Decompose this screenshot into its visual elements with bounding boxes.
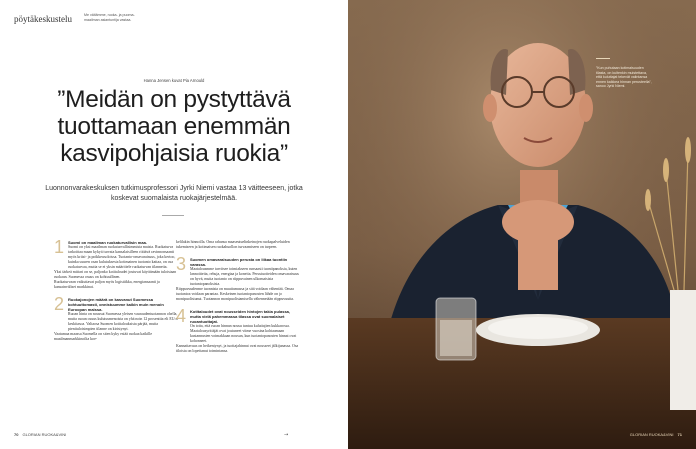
answer-text: Suomi on yksi maailman ruokaturvallisimmista maista. Ruokaturva tarkoittaa maan kykyä turvata kansalaisilleen riittävä ravinnonsaanti myös kriisi- ja poikkeusoloissa. Tuotanto-omavaraisuus, joka kertoo, kuinka suuren osan kulutuksesta kotimainen tuotanto kattaa, on osa ruokaturvaa, mutta se ei yksin määrittele ruokaturvan tilannetta. — [68, 245, 176, 269]
divider — [162, 215, 184, 216]
byline: Hanna Jensen kuvat Pia Arnould — [143, 78, 205, 83]
continue-arrow-icon: → — [284, 432, 289, 438]
answer-text: Riippuvuudenme tuonnista on muuttumassa ja sitä voidaan vähentää. Omaa tuotantoa voidaan parantaa. Keskeinen tuotantopanosten lähde on jo monipuolistunut. Tuotannon monipuolistamisella vähennetään riippuvuutta. — [176, 287, 295, 301]
qa-item — [54, 237, 179, 290]
question-number: 3 — [176, 254, 187, 274]
question-number: 4 — [176, 306, 187, 326]
article-lead: Luonnonvarakeskuksen tutkimusprofessori Jyrki Niemi vastaa 13 väitteeseen, jotka koskevat suomalaista ruokajärjestelmää. — [45, 185, 303, 202]
folio-left — [14, 432, 66, 437]
photo-caption: ”Kun puhutaan kotimaisuuden tilasta, on kuitenkin muistettava, että kuluttajat tekevät valintansa ennen kaikkea hinnan perusteella”, sanoo Jyrki Niemi. — [596, 66, 652, 89]
folio-right — [630, 432, 682, 437]
vase — [670, 290, 696, 410]
question-text: Kotitaloudet ovat nousseiden hintojen takia pulassa, mutta vielä pahemmassa tilassa ovat suomalaiset ruoantuottajat. — [190, 309, 291, 324]
question-text: Suomi on maailman ruokaturvallisin maa. — [68, 240, 147, 245]
section-title: pöytäkeskustelu — [14, 14, 72, 24]
answer-text: Maatalousmme tarvitsee toimiakseen runsaasti tuontipanoksia, kuten lannoitteita, rehuja, energiaa ja koneita. Perustuotteiden omavaraisuus on hyvä, mutta tuotanto on riippuvainen ulkomaisista tuotantopanoksista. — [190, 267, 299, 286]
answer-text: Ruoan hinta on noussut Suomessa yleisen vauraudentuotannon ohella, mutta ruoan osuus kulutusmenoista on yhä noin 12 prosenttia eli EU:n keskitasoa. Valtaosa Suomen kotitalouksista pärjää, mutta pienituloisimpien tilanne on kiristynyt. — [68, 312, 178, 331]
question-text: Suomen omavaraisuuden perusta on liikaa tuontiin varassa. — [190, 257, 288, 267]
answer-text: kelilakin hinnoilla. Oma rahansa maaseutuelinkeinojen ruokapalveluiden tukemiseen ja kotimaisen ruokahuollon turvaamiseen on tarpeen. — [176, 240, 290, 249]
answer-text: Vaatumaa maassa Suomella on siten kyky estää ruokaa kaikille maailmanmarkkinoilta koe- — [54, 332, 153, 341]
page-number: 71 — [677, 432, 682, 437]
question-number: 2 — [54, 294, 65, 314]
question-number: 1 — [54, 237, 65, 257]
text-column-2 — [176, 240, 301, 354]
answer-text: Ruokaturvaan vaikuttavat paljon myös logistiikka, energiansaanti ja kansainväliset markkinat. — [54, 280, 160, 289]
section-description: Me väitämme, ruoka- ja puoma-maailman asiantuntija vastaa. — [84, 13, 135, 22]
text-column-1 — [54, 237, 179, 342]
question-text: Ruokajonojen määrä on kasvanut Suomessa kohtuuttomasti, onnistuumme kaikin muin menoin Euroopan maissa. — [68, 297, 164, 312]
answer-text: On totta, että ruoan hinnan nousu tuntuu kuluttajien kukkarossa. Maatalousyrittäjät ovat joutuneet viime vuosina kohtaamaan kustannusten voimakkaan nousun, kun tuotantopanosten hinnat ovat kohonneet. — [190, 324, 297, 343]
caption-rule — [596, 58, 610, 59]
article-title: ”Meidän on pystyttävä tuottamaan enemmän kasvipohjaisia ruokia” — [57, 86, 291, 167]
qa-item — [54, 294, 179, 342]
magazine-name: GLORIAN RUOKA&VINI — [22, 432, 67, 437]
answer-text: Yksi tärkeä mittari on se, paljonko kotitaloudet joutuvat käyttämään tuloistaan ruokaan. Suomessa osuus on kohtuullinen. — [54, 270, 177, 279]
page-number: 70 — [14, 432, 19, 437]
qa-item — [176, 306, 301, 354]
answer-text: Kannattavuus on heikentynyt, ja tuottajahinnat ovat nousseet jälkijunassa. Osa tiloista on lopettanut toimintansa. — [176, 344, 299, 353]
magazine-name: GLORIAN RUOKA&VINI — [629, 432, 674, 437]
qa-item — [176, 254, 301, 302]
